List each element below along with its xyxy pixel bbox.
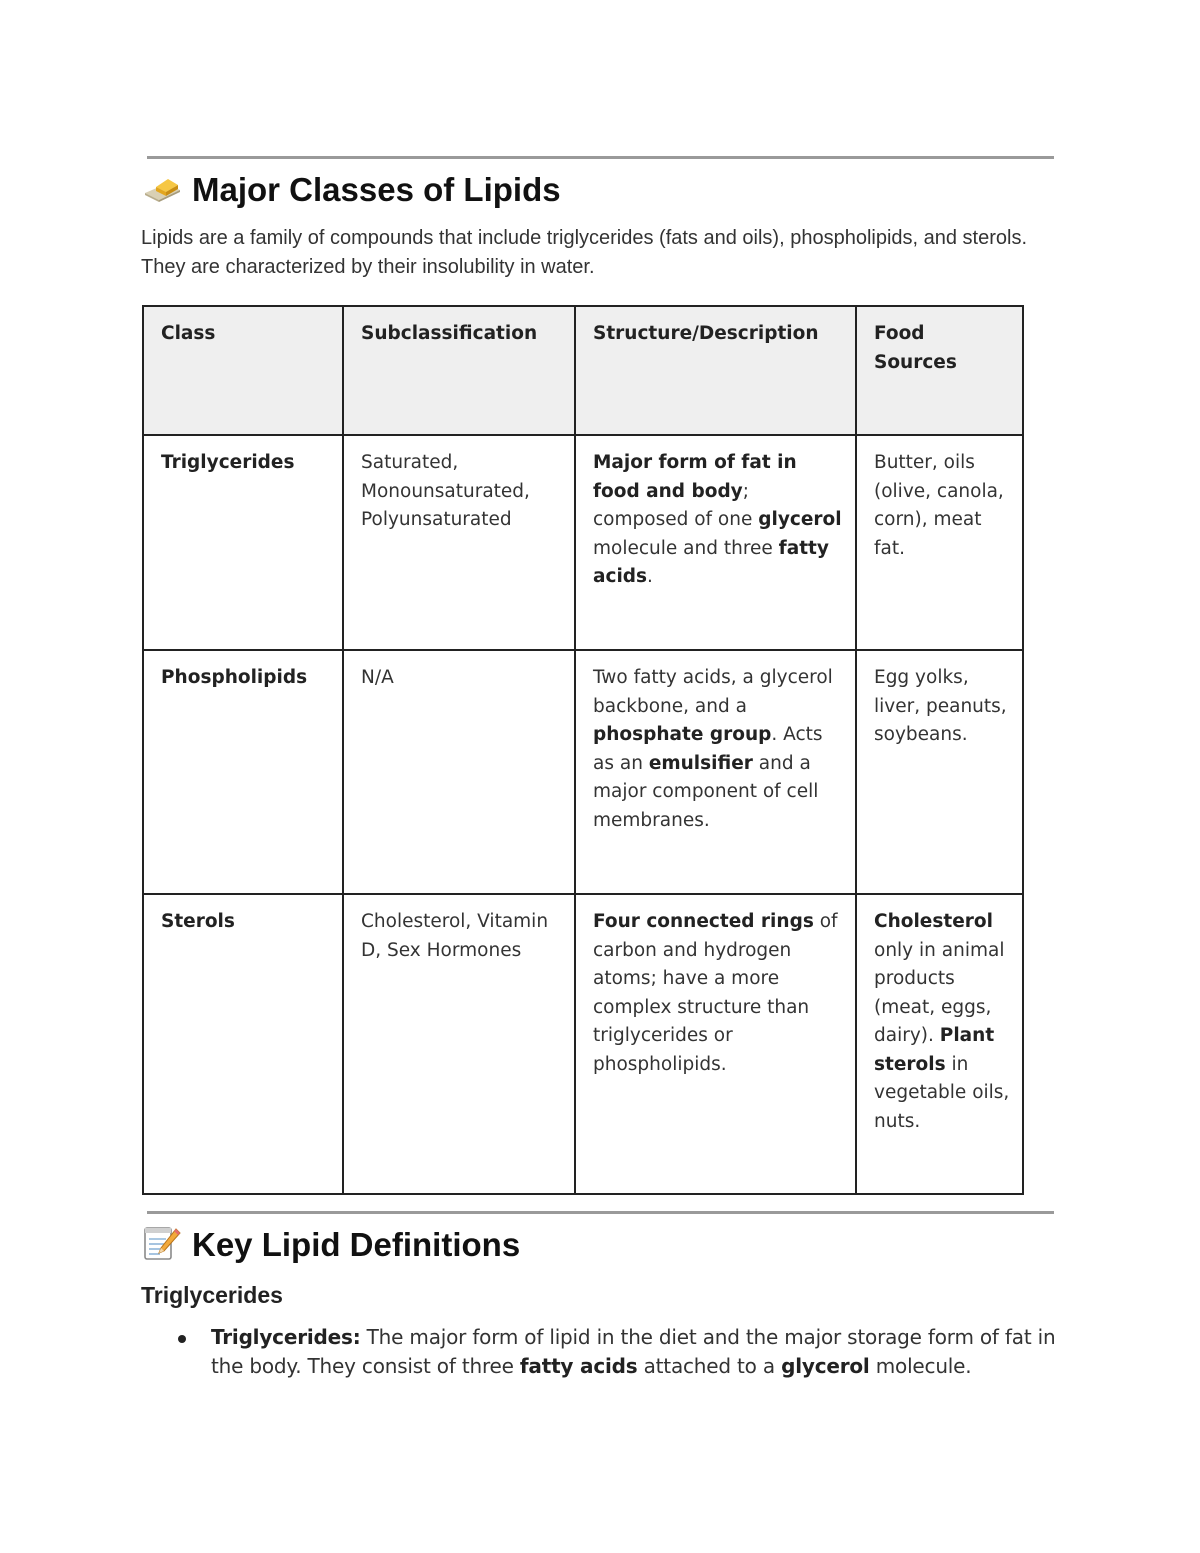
header-subclassification: Subclassification	[343, 306, 575, 435]
cell-food-sources: Butter, oils (olive, canola, corn), meat fat.	[856, 435, 1023, 650]
table-row	[143, 435, 1023, 650]
cell-subclassification: Cholesterol, Vitamin D, Sex Hormones	[343, 894, 575, 1194]
cell-food-sources: Egg yolks, liver, peanuts, soybeans.	[856, 650, 1023, 894]
header-class: Class	[143, 306, 343, 435]
cell-structure: Major form of fat in food and body; composed of one glycerol molecule and three fatty acids.	[575, 435, 856, 650]
horizontal-divider	[147, 156, 1054, 159]
cell-subclassification: N/A	[343, 650, 575, 894]
cell-class: Phospholipids	[143, 650, 343, 894]
section-heading-key-definitions	[142, 1225, 520, 1270]
horizontal-divider	[147, 1211, 1054, 1214]
section-title: Major Classes of Lipids	[192, 171, 561, 208]
cell-structure: Four connected rings of carbon and hydrogen atoms; have a more complex structure than triglycerides or phospholipids.	[575, 894, 856, 1194]
memo-icon	[142, 1225, 182, 1270]
table-row	[143, 894, 1023, 1194]
header-food-sources: Food Sources	[856, 306, 1023, 435]
butter-icon	[142, 172, 182, 212]
cell-class: Triglycerides	[143, 435, 343, 650]
cell-class: Sterols	[143, 894, 343, 1194]
cell-food-sources: Cholesterol only in animal products (meat, eggs, dairy). Plant sterols in vegetable oils, nuts.	[856, 894, 1023, 1194]
bullet-icon	[178, 1335, 186, 1343]
subheading-triglycerides: Triglycerides	[141, 1282, 283, 1308]
intro-paragraph: Lipids are a family of compounds that include triglycerides (fats and oils), phospholipids, and sterols. They are characterized by their insolubility in water.	[141, 227, 1028, 278]
table-row	[143, 650, 1023, 894]
header-structure: Structure/Description	[575, 306, 856, 435]
lipid-classes-table	[142, 305, 1024, 1195]
cell-structure: Two fatty acids, a glycerol backbone, and a phosphate group. Acts as an emulsifier and a major component of cell membranes.	[575, 650, 856, 894]
list-item: Triglycerides: The major form of lipid in the diet and the major storage form of fat in the body. They consist of three fatty acids attached to a glycerol molecule.	[211, 1325, 1056, 1378]
section-heading-major-classes	[142, 170, 561, 212]
section-title: Key Lipid Definitions	[192, 1226, 521, 1264]
table-header-row	[143, 306, 1023, 435]
cell-subclassification: Saturated, Monounsaturated, Polyunsaturated	[343, 435, 575, 650]
